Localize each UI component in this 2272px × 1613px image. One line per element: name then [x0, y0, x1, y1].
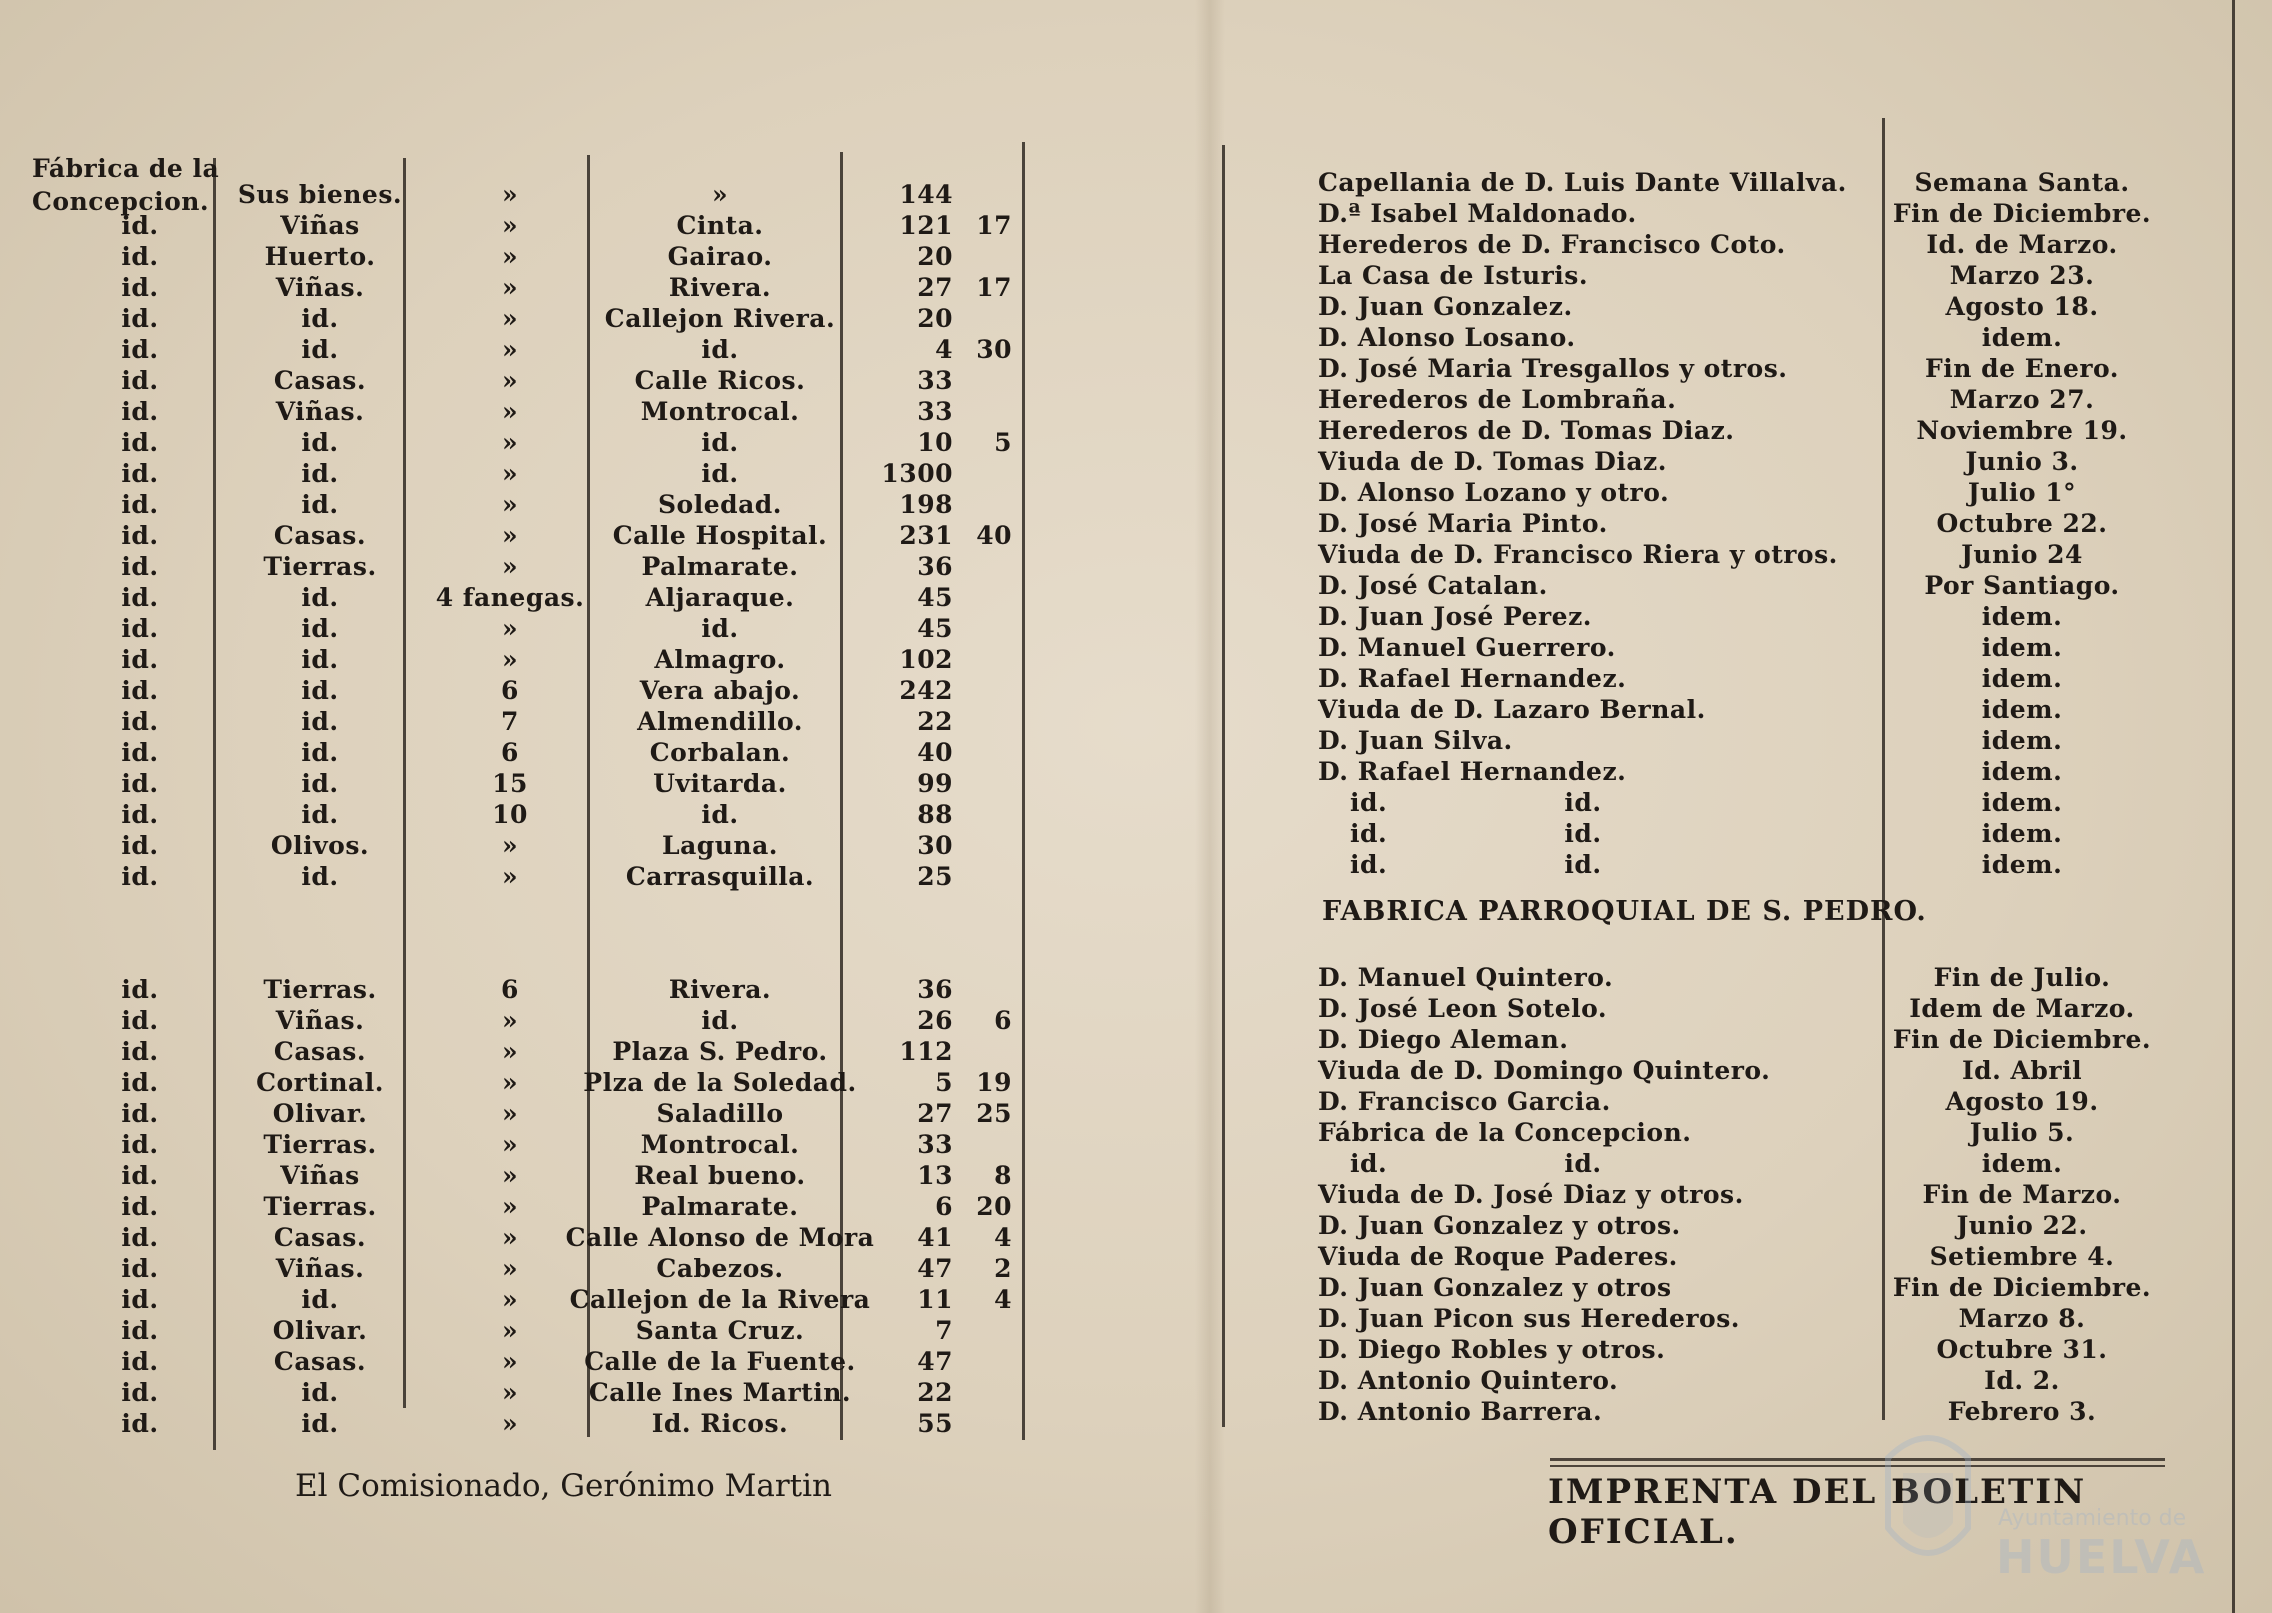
cell-location: id. — [701, 428, 739, 457]
cell-extent: » — [501, 273, 519, 302]
cell-debtor: D. José Maria Pinto. — [1318, 509, 1608, 538]
cell-extent: » — [501, 180, 519, 209]
cell-location: id. — [701, 335, 739, 364]
cell-owner: id. — [121, 1161, 159, 1190]
cell-extent: » — [501, 1192, 519, 1221]
column-rule — [403, 158, 406, 1408]
stamp-line1: Ayuntamiento de — [1998, 1506, 2187, 1531]
cell-location: Montrocal. — [640, 397, 800, 426]
cell-due-date: idem. — [1981, 788, 2063, 817]
cell-extent: » — [501, 1037, 519, 1066]
cell-reales: 22 — [917, 707, 953, 736]
cell-debtor: D. Juan Picon sus Herederos. — [1318, 1304, 1740, 1333]
cell-debtor: id. — [1350, 1149, 1388, 1178]
coat-of-arms-icon — [1868, 1418, 1988, 1578]
cell-extent: » — [501, 862, 519, 891]
cell-debtor-repeat: id. — [1564, 788, 1602, 817]
cell-due-date: Octubre 31. — [1936, 1335, 2108, 1364]
cell-debtor: D. Francisco Garcia. — [1318, 1087, 1611, 1116]
cell-maravedis: 25 — [976, 1099, 1012, 1128]
cell-debtor: Herederos de D. Francisco Coto. — [1318, 230, 1786, 259]
cell-extent: » — [501, 552, 519, 581]
cell-location: Corbalan. — [649, 738, 791, 767]
cell-location: » — [711, 180, 729, 209]
cell-maravedis: 2 — [994, 1254, 1012, 1283]
cell-location: Callejon de la Rivera — [569, 1285, 871, 1314]
cell-owner: id. — [121, 1006, 159, 1035]
cell-due-date: idem. — [1981, 602, 2063, 631]
cell-extent: » — [501, 1130, 519, 1159]
cell-reales: 13 — [917, 1161, 953, 1190]
cell-reales: 36 — [917, 975, 953, 1004]
cell-due-date: Idem de Marzo. — [1909, 994, 2135, 1023]
cell-due-date: Febrero 3. — [1947, 1397, 2097, 1426]
left-header-line2: Concepcion. — [32, 187, 210, 216]
cell-reales: 6 — [935, 1192, 953, 1221]
cell-extent: » — [501, 428, 519, 457]
cell-owner: id. — [121, 583, 159, 612]
cell-owner: id. — [121, 1192, 159, 1221]
cell-debtor: D. Rafael Hernandez. — [1318, 757, 1627, 786]
cell-property: Olivar. — [272, 1099, 368, 1128]
section-title: FABRICA PARROQUIAL DE S. PEDRO. — [1322, 896, 1927, 927]
cell-debtor: D. Rafael Hernandez. — [1318, 664, 1627, 693]
cell-maravedis: 8 — [994, 1161, 1012, 1190]
cell-owner: id. — [121, 1378, 159, 1407]
cell-owner: id. — [121, 1285, 159, 1314]
cell-debtor: D. Juan Silva. — [1318, 726, 1513, 755]
cell-debtor: D. Manuel Guerrero. — [1318, 633, 1616, 662]
cell-maravedis: 17 — [976, 211, 1012, 240]
cell-reales: 33 — [917, 397, 953, 426]
cell-reales: 41 — [917, 1223, 953, 1252]
cell-debtor: Viuda de D. Tomas Diaz. — [1318, 447, 1667, 476]
cell-due-date: Id. Abril — [1961, 1056, 2083, 1085]
cell-owner: id. — [121, 862, 159, 891]
cell-debtor: Viuda de D. José Diaz y otros. — [1318, 1180, 1744, 1209]
cell-due-date: Agosto 18. — [1945, 292, 2099, 321]
cell-maravedis: 6 — [994, 1006, 1012, 1035]
cell-location: id. — [701, 459, 739, 488]
cell-property: Cortinal. — [256, 1068, 384, 1097]
cell-property: Olivar. — [272, 1316, 368, 1345]
cell-extent: » — [501, 1068, 519, 1097]
cell-due-date: Fin de Diciembre. — [1892, 1025, 2152, 1054]
cell-property: Casas. — [273, 521, 367, 550]
cell-reales: 88 — [917, 800, 953, 829]
cell-extent: » — [501, 335, 519, 364]
cell-location: id. — [701, 800, 739, 829]
cell-extent: » — [501, 211, 519, 240]
cell-due-date: idem. — [1981, 850, 2063, 879]
cell-due-date: Por Santiago. — [1924, 571, 2120, 600]
cell-due-date: Noviembre 19. — [1916, 416, 2128, 445]
cell-property: id. — [301, 1409, 339, 1438]
cell-due-date: Id. de Marzo. — [1926, 230, 2118, 259]
cell-debtor: D. José Catalan. — [1318, 571, 1548, 600]
cell-debtor: Herederos de Lombraña. — [1318, 385, 1677, 414]
cell-due-date: Junio 3. — [1965, 447, 2079, 476]
cell-property: Casas. — [273, 1223, 367, 1252]
cell-property: id. — [301, 769, 339, 798]
cell-due-date: Julio 1° — [1967, 478, 2077, 507]
cell-location: Callejon Rivera. — [604, 304, 836, 333]
cell-reales: 10 — [917, 428, 953, 457]
cell-property: id. — [301, 428, 339, 457]
cell-location: id. — [701, 1006, 739, 1035]
cell-debtor: D. Alonso Lozano y otro. — [1318, 478, 1670, 507]
cell-extent: 6 — [501, 975, 519, 1004]
cell-owner: id. — [121, 1223, 159, 1252]
cell-extent: 4 fanegas. — [435, 583, 585, 612]
cell-extent: » — [501, 397, 519, 426]
cell-reales: 4 — [935, 335, 953, 364]
cell-owner: id. — [121, 1409, 159, 1438]
cell-due-date: Julio 5. — [1969, 1118, 2075, 1147]
cell-property: Tierras. — [263, 1130, 377, 1159]
cell-extent: » — [501, 1316, 519, 1345]
page-fold — [1195, 0, 1225, 1613]
cell-maravedis: 17 — [976, 273, 1012, 302]
cell-reales: 99 — [917, 769, 953, 798]
column-rule — [1022, 142, 1025, 1440]
cell-property: id. — [301, 645, 339, 674]
cell-reales: 55 — [917, 1409, 953, 1438]
cell-owner: id. — [121, 242, 159, 271]
cell-owner: id. — [121, 1316, 159, 1345]
cell-maravedis: 4 — [994, 1285, 1012, 1314]
cell-location: Cabezos. — [656, 1254, 784, 1283]
cell-reales: 45 — [917, 583, 953, 612]
cell-property: id. — [301, 459, 339, 488]
cell-location: Soledad. — [658, 490, 782, 519]
cell-debtor: id. — [1350, 850, 1388, 879]
cell-due-date: idem. — [1981, 633, 2063, 662]
cell-maravedis: 5 — [994, 428, 1012, 457]
cell-due-date: Octubre 22. — [1936, 509, 2108, 538]
column-rule — [213, 158, 216, 1450]
cell-maravedis: 4 — [994, 1223, 1012, 1252]
cell-owner: id. — [121, 552, 159, 581]
cell-extent: » — [501, 1347, 519, 1376]
cell-reales: 11 — [917, 1285, 953, 1314]
cell-property: Casas. — [273, 1037, 367, 1066]
cell-property: Casas. — [273, 366, 367, 395]
cell-location: Carrasquilla. — [625, 862, 815, 891]
cell-owner: id. — [121, 304, 159, 333]
cell-location: Vera abajo. — [639, 676, 801, 705]
cell-location: Plaza S. Pedro. — [612, 1037, 828, 1066]
cell-property: id. — [301, 862, 339, 891]
cell-owner: id. — [121, 614, 159, 643]
cell-debtor-repeat: id. — [1564, 850, 1602, 879]
cell-owner: id. — [121, 428, 159, 457]
cell-reales: 144 — [899, 180, 953, 209]
cell-owner: id. — [121, 645, 159, 674]
cell-due-date: Fin de Julio. — [1933, 963, 2111, 992]
cell-extent: » — [501, 1006, 519, 1035]
cell-debtor: Viuda de D. Domingo Quintero. — [1318, 1056, 1771, 1085]
cell-location: Cinta. — [676, 211, 764, 240]
cell-reales: 33 — [917, 366, 953, 395]
cell-reales: 7 — [935, 1316, 953, 1345]
cell-debtor: D. José Maria Tresgallos y otros. — [1318, 354, 1788, 383]
cell-extent: » — [501, 366, 519, 395]
cell-property: id. — [301, 1378, 339, 1407]
cell-reales: 33 — [917, 1130, 953, 1159]
cell-due-date: Junio 24 — [1961, 540, 2083, 569]
cell-reales: 20 — [917, 242, 953, 271]
cell-extent: 6 — [501, 676, 519, 705]
cell-extent: » — [501, 459, 519, 488]
cell-location: Calle Ricos. — [634, 366, 806, 395]
cell-extent: 6 — [501, 738, 519, 767]
cell-location: Gairao. — [667, 242, 773, 271]
cell-debtor: D. Juan Gonzalez y otros — [1318, 1273, 1672, 1302]
commissioner-signature: El Comisionado, Gerónimo Martin — [295, 1468, 833, 1504]
cell-reales: 198 — [899, 490, 953, 519]
cell-due-date: Fin de Diciembre. — [1892, 199, 2152, 228]
cell-location: Rivera. — [668, 273, 772, 302]
cell-reales: 27 — [917, 1099, 953, 1128]
cell-reales: 231 — [899, 521, 953, 550]
cell-extent: » — [501, 1254, 519, 1283]
cell-location: Rivera. — [668, 975, 772, 1004]
cell-extent: » — [501, 614, 519, 643]
cell-due-date: Agosto 19. — [1945, 1087, 2099, 1116]
cell-property: Viñas — [280, 1161, 360, 1190]
cell-maravedis: 40 — [976, 521, 1012, 550]
cell-property: Tierras. — [263, 975, 377, 1004]
cell-reales: 27 — [917, 273, 953, 302]
cell-owner: id. — [121, 397, 159, 426]
cell-extent: » — [501, 1409, 519, 1438]
cell-property: id. — [301, 707, 339, 736]
cell-reales: 1300 — [881, 459, 953, 488]
cell-due-date: Marzo 23. — [1949, 261, 2095, 290]
cell-location: Id. Ricos. — [651, 1409, 789, 1438]
cell-property: id. — [301, 738, 339, 767]
cell-extent: » — [501, 1223, 519, 1252]
cell-location: Uvitarda. — [653, 769, 787, 798]
cell-property: id. — [301, 335, 339, 364]
cell-owner: id. — [121, 1099, 159, 1128]
cell-owner: id. — [121, 335, 159, 364]
cell-location: Montrocal. — [640, 1130, 800, 1159]
cell-debtor: D. Alonso Losano. — [1318, 323, 1576, 352]
cell-extent: » — [501, 831, 519, 860]
cell-extent: 7 — [501, 707, 519, 736]
cell-property: Viñas. — [275, 397, 365, 426]
cell-reales: 112 — [899, 1037, 953, 1066]
left-header-line1: Fábrica de la — [32, 154, 220, 183]
stamp-line2: HUELVA — [1996, 1530, 2207, 1584]
cell-property: Viñas. — [275, 1006, 365, 1035]
cell-debtor: D. Antonio Barrera. — [1318, 1397, 1603, 1426]
cell-owner: id. — [121, 1130, 159, 1159]
cell-extent: » — [501, 1378, 519, 1407]
cell-debtor: D. Juan Gonzalez. — [1318, 292, 1573, 321]
cell-debtor: D. Juan José Perez. — [1318, 602, 1592, 631]
cell-extent: » — [501, 521, 519, 550]
cell-property: Viñas — [280, 211, 360, 240]
cell-debtor: D.ª Isabel Maldonado. — [1318, 199, 1637, 228]
cell-maravedis: 30 — [976, 335, 1012, 364]
cell-property: Olivos. — [270, 831, 370, 860]
cell-reales: 20 — [917, 304, 953, 333]
cell-debtor: Viuda de Roque Paderes. — [1318, 1242, 1678, 1271]
cell-due-date: Junio 22. — [1956, 1211, 2088, 1240]
cell-extent: 10 — [492, 800, 528, 829]
cell-debtor: id. — [1350, 788, 1388, 817]
cell-due-date: Marzo 8. — [1958, 1304, 2086, 1333]
cell-location: Santa Cruz. — [635, 1316, 805, 1345]
cell-location: Calle Hospital. — [612, 521, 828, 550]
cell-debtor: La Casa de Isturis. — [1318, 261, 1589, 290]
cell-extent: » — [501, 242, 519, 271]
cell-reales: 102 — [899, 645, 953, 674]
cell-due-date: idem. — [1981, 695, 2063, 724]
cell-property: Viñas. — [275, 273, 365, 302]
cell-property: id. — [301, 614, 339, 643]
cell-property: Tierras. — [263, 1192, 377, 1221]
cell-property: id. — [301, 490, 339, 519]
cell-debtor: D. Juan Gonzalez y otros. — [1318, 1211, 1681, 1240]
cell-debtor: Herederos de D. Tomas Diaz. — [1318, 416, 1735, 445]
cell-debtor: D. José Leon Sotelo. — [1318, 994, 1608, 1023]
cell-owner: id. — [121, 211, 159, 240]
cell-owner: id. — [121, 800, 159, 829]
cell-property: id. — [301, 800, 339, 829]
cell-reales: 121 — [899, 211, 953, 240]
cell-location: Palmarate. — [641, 1192, 799, 1221]
cell-property: id. — [301, 304, 339, 333]
cell-property: Sus bienes. — [237, 180, 403, 209]
cell-owner: id. — [121, 1254, 159, 1283]
cell-extent: » — [501, 304, 519, 333]
cell-owner: id. — [121, 831, 159, 860]
cell-due-date: idem. — [1981, 726, 2063, 755]
cell-due-date: Setiembre 4. — [1929, 1242, 2115, 1271]
column-rule — [2232, 0, 2235, 1613]
watermark-stamp — [1868, 1418, 2207, 1598]
cell-due-date: idem. — [1981, 323, 2063, 352]
cell-reales: 45 — [917, 614, 953, 643]
cell-owner: id. — [121, 273, 159, 302]
cell-reales: 40 — [917, 738, 953, 767]
cell-maravedis: 19 — [976, 1068, 1012, 1097]
cell-extent: » — [501, 1099, 519, 1128]
cell-due-date: Fin de Diciembre. — [1892, 1273, 2152, 1302]
cell-owner: id. — [121, 1037, 159, 1066]
cell-location: Almagro. — [654, 645, 786, 674]
cell-due-date: idem. — [1981, 819, 2063, 848]
cell-location: Aljaraque. — [645, 583, 795, 612]
cell-reales: 36 — [917, 552, 953, 581]
cell-location: Calle Ines Martin. — [588, 1378, 852, 1407]
cell-debtor: Fábrica de la Concepcion. — [1318, 1118, 1692, 1147]
cell-reales: 30 — [917, 831, 953, 860]
cell-debtor: D. Antonio Quintero. — [1318, 1366, 1619, 1395]
cell-reales: 25 — [917, 862, 953, 891]
cell-location: Real bueno. — [634, 1161, 806, 1190]
cell-extent: » — [501, 645, 519, 674]
cell-debtor: Viuda de D. Francisco Riera y otros. — [1318, 540, 1838, 569]
cell-reales: 242 — [899, 676, 953, 705]
cell-owner: id. — [121, 490, 159, 519]
cell-owner: id. — [121, 459, 159, 488]
cell-property: id. — [301, 1285, 339, 1314]
cell-location: id. — [701, 614, 739, 643]
cell-due-date: idem. — [1981, 1149, 2063, 1178]
cell-maravedis: 20 — [976, 1192, 1012, 1221]
cell-reales: 47 — [917, 1347, 953, 1376]
cell-extent: 15 — [492, 769, 528, 798]
cell-location: Saladillo — [656, 1099, 784, 1128]
cell-owner: id. — [121, 1347, 159, 1376]
cell-due-date: Fin de Marzo. — [1922, 1180, 2122, 1209]
cell-owner: id. — [121, 676, 159, 705]
cell-owner: id. — [121, 707, 159, 736]
cell-owner: id. — [121, 366, 159, 395]
cell-due-date: Id. 2. — [1984, 1366, 2060, 1395]
cell-reales: 22 — [917, 1378, 953, 1407]
cell-property: Casas. — [273, 1347, 367, 1376]
cell-location: Calle Alonso de Mora — [565, 1223, 875, 1252]
cell-debtor: D. Manuel Quintero. — [1318, 963, 1614, 992]
cell-extent: » — [501, 1285, 519, 1314]
cell-owner: id. — [121, 1068, 159, 1097]
cell-reales: 26 — [917, 1006, 953, 1035]
cell-due-date: Fin de Enero. — [1925, 354, 2119, 383]
cell-owner: id. — [121, 521, 159, 550]
cell-debtor-repeat: id. — [1564, 1149, 1602, 1178]
cell-extent: » — [501, 490, 519, 519]
cell-reales: 5 — [935, 1068, 953, 1097]
cell-location: Calle de la Fuente. — [584, 1347, 856, 1376]
cell-debtor-repeat: id. — [1564, 819, 1602, 848]
cell-debtor: D. Diego Robles y otros. — [1318, 1335, 1666, 1364]
cell-location: Palmarate. — [641, 552, 799, 581]
cell-property: Viñas. — [275, 1254, 365, 1283]
cell-debtor: D. Diego Aleman. — [1318, 1025, 1569, 1054]
cell-reales: 47 — [917, 1254, 953, 1283]
cell-location: Almendillo. — [637, 707, 803, 736]
cell-debtor: id. — [1350, 819, 1388, 848]
cell-location: Laguna. — [661, 831, 779, 860]
cell-debtor: Capellania de D. Luis Dante Villalva. — [1318, 168, 1847, 197]
cell-owner: id. — [121, 738, 159, 767]
cell-debtor: Viuda de D. Lazaro Bernal. — [1318, 695, 1706, 724]
cell-due-date: Semana Santa. — [1914, 168, 2130, 197]
column-rule — [1882, 118, 1885, 1420]
cell-property: Tierras. — [263, 552, 377, 581]
cell-due-date: Marzo 27. — [1949, 385, 2095, 414]
cell-due-date: idem. — [1981, 757, 2063, 786]
printer-imprint: IMPRENTA DEL BOLETIN OFICIAL. — [1548, 1472, 2087, 1552]
cell-owner: id. — [121, 769, 159, 798]
cell-location: Plza de la Soledad. — [583, 1068, 857, 1097]
cell-property: Huerto. — [264, 242, 376, 271]
cell-extent: » — [501, 1161, 519, 1190]
cell-due-date: idem. — [1981, 664, 2063, 693]
cell-owner: id. — [121, 975, 159, 1004]
column-rule — [1222, 145, 1225, 1427]
cell-property: id. — [301, 676, 339, 705]
cell-property: id. — [301, 583, 339, 612]
